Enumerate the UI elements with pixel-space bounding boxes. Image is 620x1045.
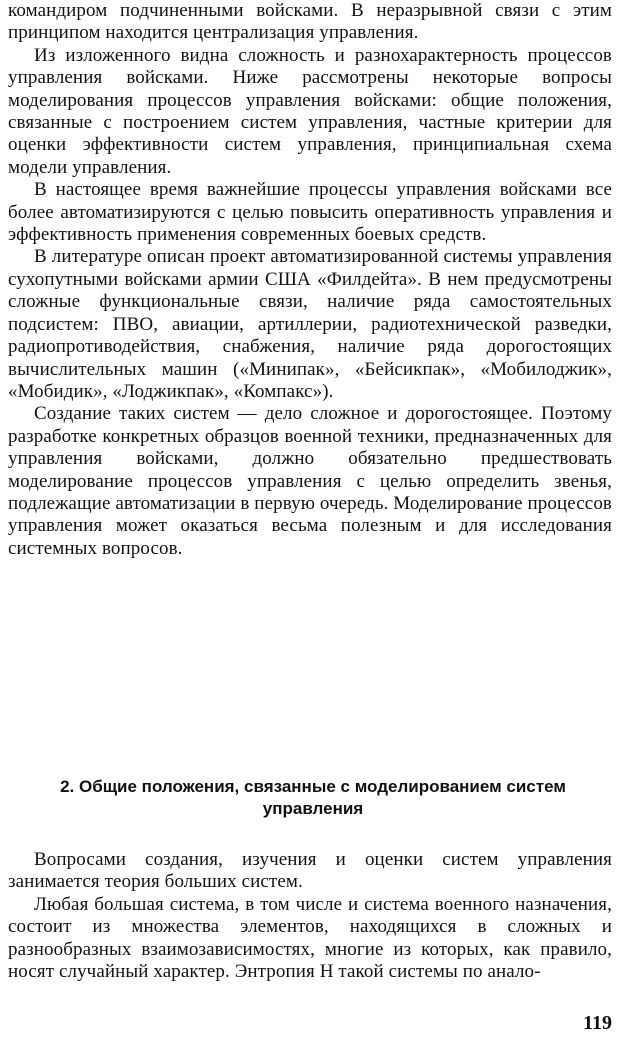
section-body-text (8, 849, 612, 983)
paragraph: Вопросами создания, изучения и оценки систем управления занимается теория больших систем. (8, 849, 612, 893)
section-heading: 2. Общие положения, связанные с моделированием систем управления (60, 777, 566, 818)
paragraph: Создание таких систем — дело сложное и дорогостоящее. Поэтому разработке конкретных образцов военной техники, предназначенных для управления войсками, должно обязательно предшествовать моделирование процессов управления с целью определить звенья, подлежащие автоматизации в первую очередь. Моделирование процессов управления может оказаться весьма полезным и для исследования системных вопросов. (8, 403, 612, 559)
paragraph: Из изложенного видна сложность и разнохарактерность процессов управления войсками. Ниже рассмотрены некоторые вопросы моделирования процессов управления войсками: общие положения, связанные с построением систем управления, частные критерии для оценки эффективности систем управления, принципиальная схема модели управления. (8, 44, 612, 178)
page-number: 119 (583, 1012, 612, 1034)
body-text (8, 0, 612, 560)
paragraph: В настоящее время важнейшие процессы управления войсками все более автоматизируются с целью повысить оперативность управления и эффективность применения современных боевых средств. (8, 179, 612, 246)
paragraph: В литературе описан проект автоматизированной системы управления сухопутными войсками армии США «Филдейта». В нем предусмотрены сложные функциональные связи, наличие ряда самостоятельных подсистем: ПВО, авиации, артиллерии, радиотехнической разведки, радиопротиводействия, снабжения, наличие ряда дорогостоящих вычислительных машин («Минипак», «Бейсикпак», «Мобилоджик», «Мобидик», «Лоджикпак», «Компакс»). (8, 246, 612, 402)
paragraph: командиром подчиненными войсками. В неразрывной связи с этим принципом находится централизация управления. (8, 0, 612, 44)
paragraph: Любая большая система, в том числе и система военного назначения, состоит из множества элементов, находящихся в сложных и разнообразных взаимозависимостях, многие из которых, как правило, носят случайный характер. Энтропия H такой системы по анало- (8, 893, 612, 983)
